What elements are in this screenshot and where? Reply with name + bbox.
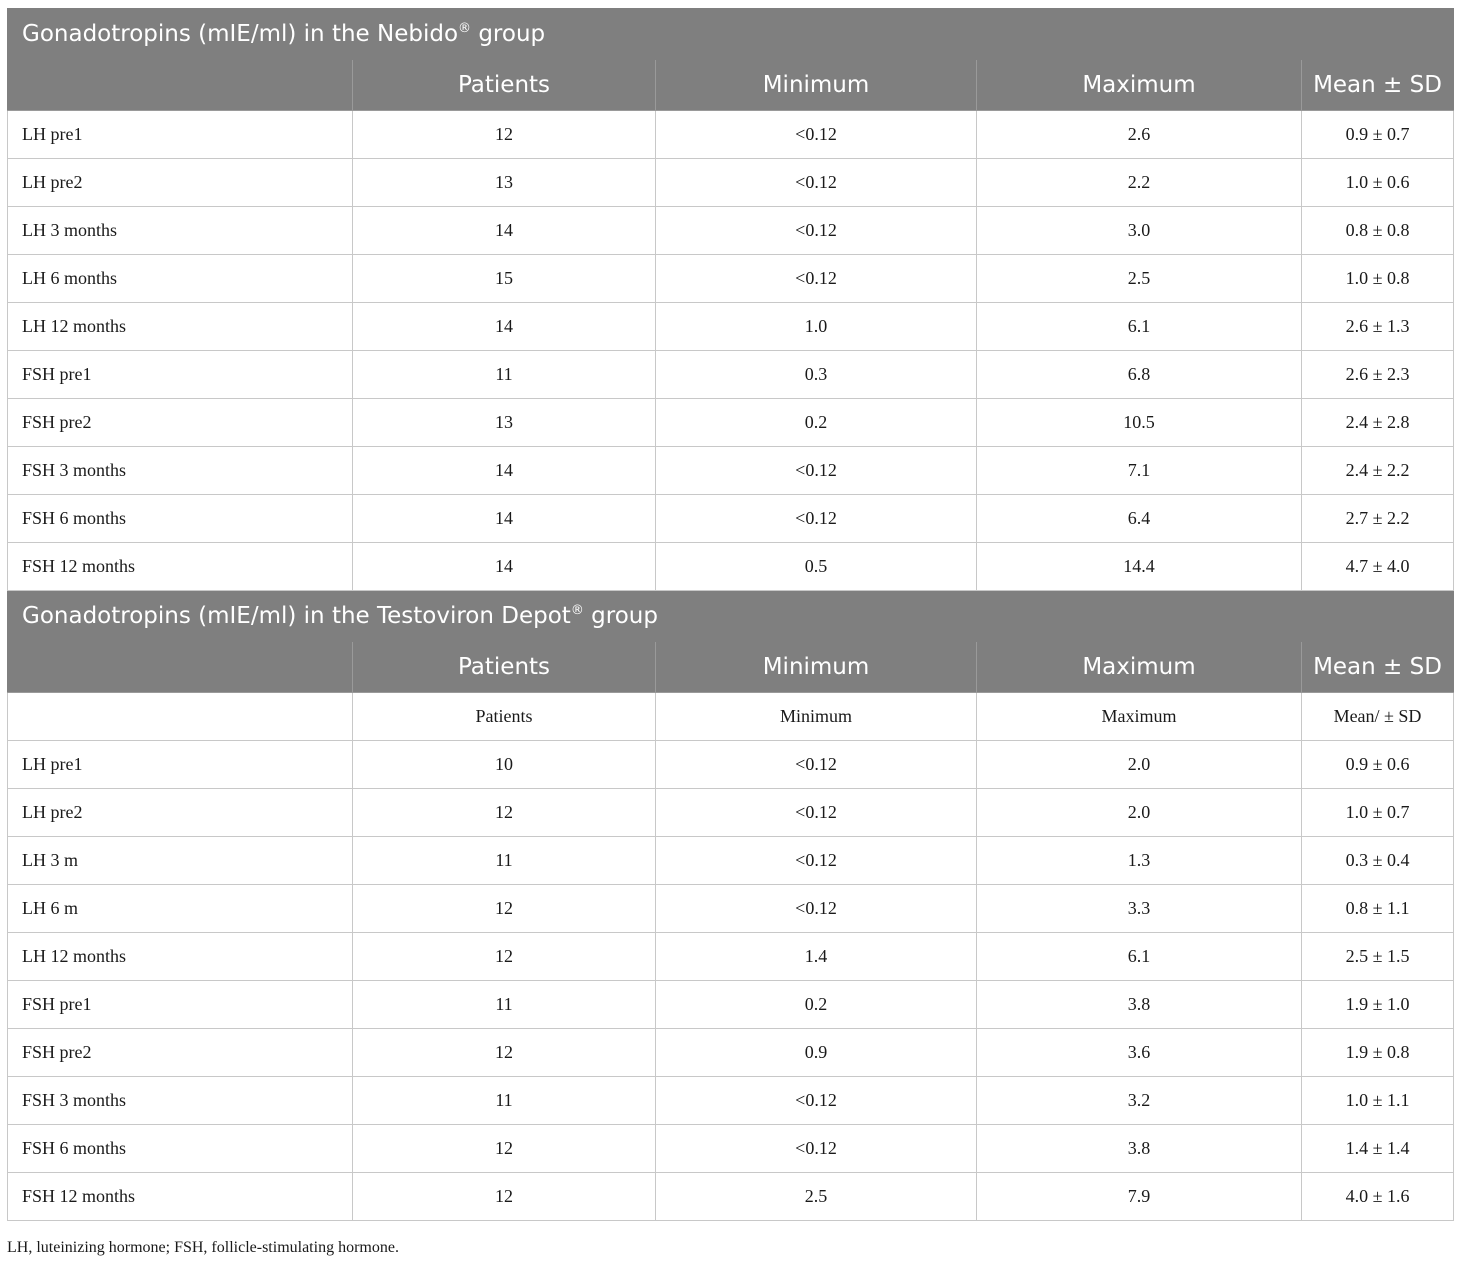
table-cell: 13 bbox=[353, 399, 656, 447]
row-label-cell: LH 12 months bbox=[8, 933, 353, 981]
table-cell: Maximum bbox=[977, 693, 1302, 741]
table-cell: 2.0 bbox=[977, 741, 1302, 789]
column-header: Minimum bbox=[656, 60, 977, 111]
row-label-cell: LH pre1 bbox=[8, 111, 353, 159]
section-title bbox=[8, 9, 1454, 60]
table-row bbox=[8, 693, 1454, 741]
table-cell: <0.12 bbox=[656, 837, 977, 885]
table-cell: 12 bbox=[353, 111, 656, 159]
registered-mark: ® bbox=[458, 21, 472, 36]
row-label-cell: FSH pre2 bbox=[8, 399, 353, 447]
table-cell: 0.8 ± 0.8 bbox=[1302, 207, 1454, 255]
table-row bbox=[8, 303, 1454, 351]
table-row bbox=[8, 447, 1454, 495]
table-cell: 7.1 bbox=[977, 447, 1302, 495]
table-cell: 6.4 bbox=[977, 495, 1302, 543]
table-cell: 12 bbox=[353, 1125, 656, 1173]
table-cell: 2.4 ± 2.2 bbox=[1302, 447, 1454, 495]
table-cell: <0.12 bbox=[656, 885, 977, 933]
table-cell: 4.7 ± 4.0 bbox=[1302, 543, 1454, 591]
table-row bbox=[8, 885, 1454, 933]
column-header: Mean ± SD bbox=[1302, 642, 1454, 693]
row-label-cell bbox=[8, 693, 353, 741]
column-header: Minimum bbox=[656, 642, 977, 693]
table-cell: 0.9 bbox=[656, 1029, 977, 1077]
table-cell: 6.1 bbox=[977, 933, 1302, 981]
table-cell: <0.12 bbox=[656, 111, 977, 159]
table-cell: Minimum bbox=[656, 693, 977, 741]
row-label-cell: LH pre2 bbox=[8, 159, 353, 207]
table-cell: 6.1 bbox=[977, 303, 1302, 351]
table-cell: <0.12 bbox=[656, 255, 977, 303]
row-label-cell: FSH 12 months bbox=[8, 1173, 353, 1221]
table-cell: 14 bbox=[353, 447, 656, 495]
table-cell: 0.2 bbox=[656, 981, 977, 1029]
table-cell: <0.12 bbox=[656, 1077, 977, 1125]
table-footnote: LH, luteinizing hormone; FSH, follicle-stimulating hormone. bbox=[7, 1239, 399, 1256]
table-cell: 7.9 bbox=[977, 1173, 1302, 1221]
table-cell: 11 bbox=[353, 1077, 656, 1125]
table-cell: 13 bbox=[353, 159, 656, 207]
column-header: Patients bbox=[353, 60, 656, 111]
table-cell: 15 bbox=[353, 255, 656, 303]
row-label-cell: FSH pre1 bbox=[8, 351, 353, 399]
row-label-cell: LH 12 months bbox=[8, 303, 353, 351]
table-cell: 1.0 ± 0.8 bbox=[1302, 255, 1454, 303]
table-cell: 0.3 ± 0.4 bbox=[1302, 837, 1454, 885]
table-cell: 1.4 bbox=[656, 933, 977, 981]
row-label-cell: LH 6 months bbox=[8, 255, 353, 303]
table-row bbox=[8, 1125, 1454, 1173]
section-title-row-2 bbox=[8, 591, 1454, 642]
table-cell: 0.9 ± 0.7 bbox=[1302, 111, 1454, 159]
table-cell: 2.5 bbox=[977, 255, 1302, 303]
table-cell: 2.7 ± 2.2 bbox=[1302, 495, 1454, 543]
table-cell: 12 bbox=[353, 933, 656, 981]
table-cell: 0.3 bbox=[656, 351, 977, 399]
table-cell: 2.5 ± 1.5 bbox=[1302, 933, 1454, 981]
row-label-cell: FSH 3 months bbox=[8, 447, 353, 495]
column-header: Mean ± SD bbox=[1302, 60, 1454, 111]
section-title bbox=[8, 591, 1454, 642]
table-row bbox=[8, 495, 1454, 543]
table-cell: Patients bbox=[353, 693, 656, 741]
column-header-row-2 bbox=[8, 642, 1454, 693]
table-cell: 0.2 bbox=[656, 399, 977, 447]
table-cell: 2.6 bbox=[977, 111, 1302, 159]
table-cell: 1.4 ± 1.4 bbox=[1302, 1125, 1454, 1173]
table-cell: 12 bbox=[353, 789, 656, 837]
table-row bbox=[8, 1029, 1454, 1077]
table-cell: 2.6 ± 1.3 bbox=[1302, 303, 1454, 351]
row-label-cell: FSH 3 months bbox=[8, 1077, 353, 1125]
row-label-cell: FSH 6 months bbox=[8, 1125, 353, 1173]
column-header: Patients bbox=[353, 642, 656, 693]
table-cell: 12 bbox=[353, 1173, 656, 1221]
table-cell: Mean/ ± SD bbox=[1302, 693, 1454, 741]
table-cell: 2.6 ± 2.3 bbox=[1302, 351, 1454, 399]
row-label-cell: LH 3 m bbox=[8, 837, 353, 885]
table-row bbox=[8, 933, 1454, 981]
row-label-cell: LH pre2 bbox=[8, 789, 353, 837]
table-cell: 14 bbox=[353, 543, 656, 591]
table-cell: <0.12 bbox=[656, 789, 977, 837]
table-cell: <0.12 bbox=[656, 447, 977, 495]
column-header: Maximum bbox=[977, 60, 1302, 111]
table-cell: 3.6 bbox=[977, 1029, 1302, 1077]
table-cell: 11 bbox=[353, 837, 656, 885]
table-row bbox=[8, 351, 1454, 399]
table-cell: 12 bbox=[353, 1029, 656, 1077]
table-cell: 0.8 ± 1.1 bbox=[1302, 885, 1454, 933]
table-row bbox=[8, 207, 1454, 255]
table-row bbox=[8, 981, 1454, 1029]
table-row bbox=[8, 255, 1454, 303]
row-label-cell: FSH pre2 bbox=[8, 1029, 353, 1077]
table-cell: 3.0 bbox=[977, 207, 1302, 255]
table-cell: 0.9 ± 0.6 bbox=[1302, 741, 1454, 789]
section-title-text: Gonadotropins (mIE/ml) in the Nebido bbox=[22, 21, 459, 47]
table-row bbox=[8, 837, 1454, 885]
table-cell: 12 bbox=[353, 885, 656, 933]
table-cell: 3.2 bbox=[977, 1077, 1302, 1125]
section-title-suffix: group bbox=[583, 603, 658, 629]
table-cell: <0.12 bbox=[656, 1125, 977, 1173]
table-row bbox=[8, 111, 1454, 159]
table-cell: 1.0 ± 0.7 bbox=[1302, 789, 1454, 837]
row-label-cell: LH 3 months bbox=[8, 207, 353, 255]
table-cell: 1.0 bbox=[656, 303, 977, 351]
column-header: Maximum bbox=[977, 642, 1302, 693]
table-cell: 6.8 bbox=[977, 351, 1302, 399]
column-header bbox=[8, 60, 353, 111]
table-cell: 14.4 bbox=[977, 543, 1302, 591]
row-label-cell: LH 6 m bbox=[8, 885, 353, 933]
row-label-cell: FSH pre1 bbox=[8, 981, 353, 1029]
table-cell: 14 bbox=[353, 303, 656, 351]
table-cell: 14 bbox=[353, 495, 656, 543]
table-cell: 2.2 bbox=[977, 159, 1302, 207]
table-cell: 11 bbox=[353, 351, 656, 399]
row-label-cell: LH pre1 bbox=[8, 741, 353, 789]
table-row bbox=[8, 789, 1454, 837]
column-header bbox=[8, 642, 353, 693]
table-cell: 3.8 bbox=[977, 981, 1302, 1029]
table-cell: 11 bbox=[353, 981, 656, 1029]
table-cell: 10 bbox=[353, 741, 656, 789]
table-cell: 2.5 bbox=[656, 1173, 977, 1221]
table-cell: 3.8 bbox=[977, 1125, 1302, 1173]
gonadotropins-table-container bbox=[7, 8, 1453, 1221]
section-title-suffix: group bbox=[471, 21, 546, 47]
table-cell: <0.12 bbox=[656, 495, 977, 543]
table-row bbox=[8, 1173, 1454, 1221]
table-row bbox=[8, 543, 1454, 591]
table-row bbox=[8, 1077, 1454, 1125]
table-cell: 1.0 ± 1.1 bbox=[1302, 1077, 1454, 1125]
section-title-row-1 bbox=[8, 9, 1454, 60]
row-label-cell: FSH 12 months bbox=[8, 543, 353, 591]
table-cell: 3.3 bbox=[977, 885, 1302, 933]
table-cell: 4.0 ± 1.6 bbox=[1302, 1173, 1454, 1221]
table-cell: 0.5 bbox=[656, 543, 977, 591]
table-cell: <0.12 bbox=[656, 741, 977, 789]
table-cell: 1.3 bbox=[977, 837, 1302, 885]
gonadotropins-table bbox=[7, 8, 1454, 1221]
registered-mark: ® bbox=[570, 603, 584, 618]
section-title-text: Gonadotropins (mIE/ml) in the Testoviron Depot bbox=[22, 603, 571, 629]
table-cell: 14 bbox=[353, 207, 656, 255]
table-cell: 1.0 ± 0.6 bbox=[1302, 159, 1454, 207]
column-header-row-1 bbox=[8, 60, 1454, 111]
table-row bbox=[8, 159, 1454, 207]
table-cell: <0.12 bbox=[656, 207, 977, 255]
table-cell: 2.0 bbox=[977, 789, 1302, 837]
table-cell: 1.9 ± 1.0 bbox=[1302, 981, 1454, 1029]
table-cell: 10.5 bbox=[977, 399, 1302, 447]
table-cell: <0.12 bbox=[656, 159, 977, 207]
table-cell: 1.9 ± 0.8 bbox=[1302, 1029, 1454, 1077]
table-cell: 2.4 ± 2.8 bbox=[1302, 399, 1454, 447]
table-row bbox=[8, 399, 1454, 447]
row-label-cell: FSH 6 months bbox=[8, 495, 353, 543]
table-row bbox=[8, 741, 1454, 789]
